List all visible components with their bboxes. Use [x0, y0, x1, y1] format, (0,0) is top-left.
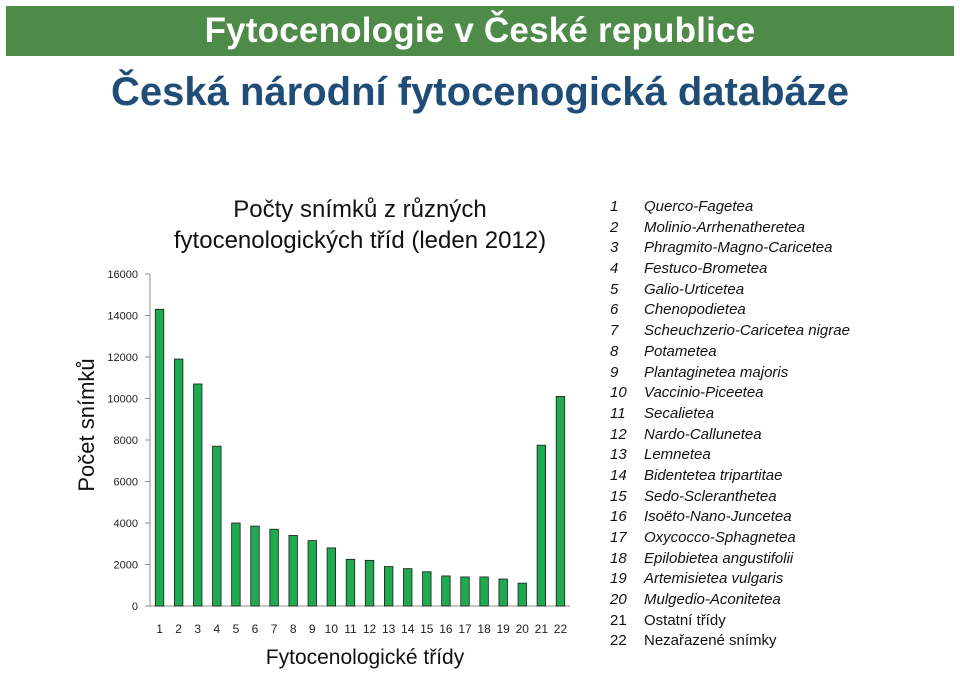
legend-class-name: Plantaginetea majoris — [644, 363, 789, 381]
legend-class-name: Scheuchzerio-Caricetea nigrae — [644, 322, 850, 340]
legend-number: 14 — [610, 466, 627, 484]
x-tick-label: 8 — [289, 622, 297, 636]
legend-item — [610, 404, 850, 425]
legend-class-name: Galio-Urticetea — [644, 280, 745, 298]
x-tick-label: 13 — [381, 622, 396, 636]
legend-class-name: Epilobietea angustifolii — [644, 549, 794, 567]
legend-item — [610, 197, 850, 218]
y-tick-label: 0 — [131, 601, 138, 613]
legend-number: 15 — [610, 487, 627, 505]
legend-item — [610, 528, 850, 549]
x-tick-label: 17 — [458, 622, 472, 636]
legend-number: 20 — [610, 591, 627, 609]
page-subtitle: Česká národní fytocenogická databáze — [110, 70, 849, 114]
legend-item — [610, 259, 850, 280]
legend-item — [610, 238, 850, 259]
legend-item — [610, 363, 850, 384]
bar-7 — [270, 529, 279, 606]
legend-number: 1 — [610, 198, 619, 215]
y-tick-label: 12000 — [107, 352, 138, 364]
legend-number: 8 — [610, 342, 619, 360]
legend-item — [610, 569, 850, 590]
bar-2 — [174, 359, 183, 606]
x-tick-label: 6 — [251, 622, 259, 636]
legend-number: 22 — [610, 632, 627, 650]
x-tick-label: 19 — [496, 622, 510, 636]
legend-item — [610, 631, 850, 652]
legend-item — [610, 466, 850, 487]
y-tick-label: 8000 — [113, 435, 138, 447]
y-tick-label: 16000 — [107, 269, 138, 281]
bar-14 — [403, 569, 412, 606]
bar-16 — [442, 576, 451, 606]
bar-8 — [289, 535, 298, 606]
bar-17 — [461, 577, 470, 606]
bar-18 — [480, 577, 489, 606]
bar-9 — [308, 541, 317, 606]
x-tick-label: 16 — [439, 622, 453, 636]
legend-item — [610, 300, 850, 321]
chart-title-line1: Počty snímků z různých — [233, 196, 487, 223]
legend-class-name: Isoëto-Nano-Juncetea — [644, 508, 792, 526]
legend-number: 4 — [610, 260, 619, 278]
legend-class-name: Mulgedio-Aconitetea — [644, 591, 781, 609]
class-legend — [610, 197, 850, 652]
y-axis-label: Počet snímků — [74, 358, 99, 492]
legend-class-name: Ostatní třídy — [644, 611, 726, 629]
legend-number: 16 — [610, 508, 627, 526]
x-tick-label: 11 — [344, 622, 357, 636]
chart-title-line2: fytocenologických tříd (leden 2012) — [173, 227, 547, 254]
x-tick-label: 18 — [477, 622, 491, 636]
y-tick-label: 2000 — [113, 559, 138, 572]
x-tick-label: 14 — [401, 622, 415, 636]
y-tick-label: 4000 — [113, 518, 138, 530]
legend-class-name: Secalietea — [644, 404, 715, 422]
legend-class-name: Artemisietea vulgaris — [644, 570, 784, 588]
bar-5 — [232, 523, 241, 606]
x-tick-label: 21 — [534, 622, 549, 636]
bar-11 — [346, 559, 355, 606]
legend-item — [610, 487, 850, 508]
legend-item — [610, 342, 850, 363]
bar-19 — [499, 579, 508, 606]
legend-number: 11 — [610, 404, 626, 422]
legend-class-name: Oxycocco-Sphagnetea — [644, 529, 796, 546]
bar-4 — [213, 446, 222, 606]
legend-class-name: Potametea — [644, 342, 717, 360]
bar-13 — [384, 567, 393, 606]
legend-class-name: Nardo-Callunetea — [644, 425, 762, 443]
bar-21 — [537, 445, 546, 606]
y-tick-label: 10000 — [107, 393, 138, 406]
legend-item — [610, 611, 850, 632]
x-tick-label: 20 — [515, 622, 529, 636]
legend-class-name: Nezařazené snímky — [644, 632, 777, 650]
legend-item — [610, 280, 850, 301]
legend-item — [610, 590, 850, 611]
x-tick-label: 5 — [232, 622, 240, 636]
y-tick-label: 6000 — [113, 476, 138, 489]
x-tick-label: 9 — [308, 622, 316, 636]
bar-15 — [423, 572, 432, 606]
legend-number: 19 — [610, 570, 627, 588]
bar-6 — [251, 526, 260, 606]
legend-item — [610, 445, 850, 466]
legend-number: 7 — [610, 322, 619, 340]
bar-3 — [193, 384, 202, 606]
legend-class-name: Molinio-Arrhenatheretea — [644, 218, 805, 236]
bar-20 — [518, 583, 527, 606]
legend-number: 3 — [610, 239, 619, 257]
legend-item — [610, 549, 850, 570]
legend-number: 9 — [610, 363, 619, 381]
x-tick-label: 1 — [156, 622, 163, 636]
y-tick-label: 14000 — [107, 310, 138, 323]
bar-12 — [365, 560, 374, 606]
legend-item — [610, 507, 850, 528]
legend-number: 2 — [610, 218, 619, 236]
legend-item — [610, 321, 850, 342]
legend-number: 18 — [610, 549, 627, 567]
bar-1 — [155, 309, 164, 606]
legend-class-name: Sedo-Scleranthetea — [644, 487, 777, 505]
legend-number: 10 — [610, 384, 627, 402]
legend-number: 13 — [610, 446, 627, 464]
bar-22 — [556, 396, 565, 606]
legend-item — [610, 383, 850, 404]
x-tick-label: 7 — [270, 622, 278, 636]
legend-class-name: Festuco-Brometea — [644, 260, 768, 278]
legend-item — [610, 425, 850, 446]
legend-number: 12 — [610, 425, 627, 443]
legend-class-name: Bidentetea tripartitae — [644, 466, 783, 484]
x-tick-label: 2 — [175, 622, 182, 636]
legend-number: 21 — [610, 611, 627, 629]
legend-number: 6 — [610, 301, 619, 319]
legend-number: 5 — [610, 280, 619, 298]
legend-class-name: Vaccinio-Piceetea — [644, 384, 764, 402]
legend-number: 17 — [610, 529, 627, 546]
banner-title: Fytocenologie v České republice — [6, 6, 954, 56]
x-tick-label: 4 — [213, 622, 221, 636]
x-tick-label: 3 — [194, 622, 202, 636]
legend-class-name: Phragmito-Magno-Caricetea — [644, 239, 833, 257]
x-tick-label: 12 — [362, 622, 377, 636]
legend-class-name: Lemnetea — [644, 446, 711, 464]
legend-class-name: Querco-Fagetea — [644, 198, 754, 215]
bar-10 — [327, 548, 336, 606]
x-axis-label: Fytocenologické třídy — [265, 646, 465, 669]
legend-item — [610, 218, 850, 239]
x-tick-label: 22 — [553, 622, 568, 636]
x-tick-label: 15 — [420, 622, 434, 636]
x-tick-label: 10 — [324, 622, 339, 636]
legend-class-name: Chenopodietea — [644, 301, 746, 319]
